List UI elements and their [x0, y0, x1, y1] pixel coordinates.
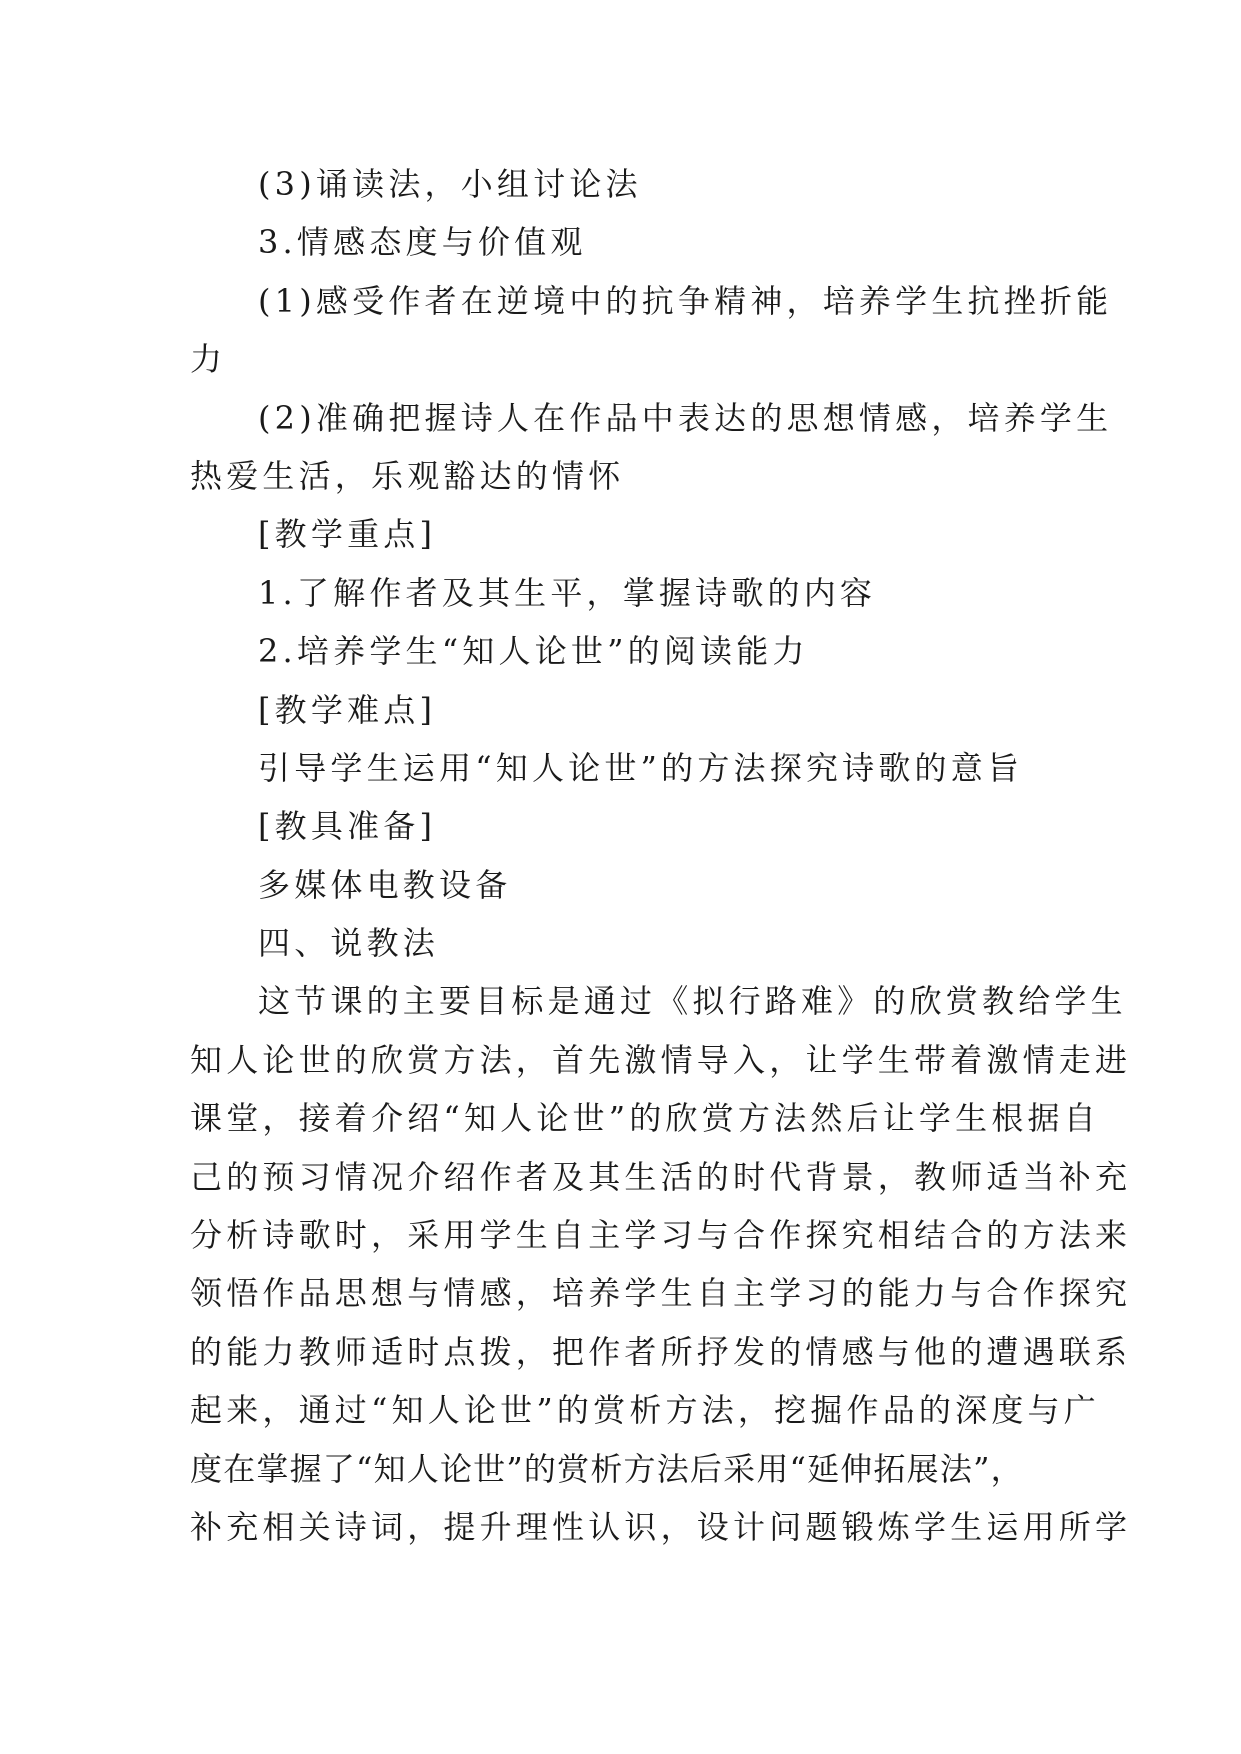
paragraph-line: 度在掌握了“知人论世”的赏析方法后采用“延伸拓展法”， — [190, 1449, 1024, 1488]
text-line: 2.培养学生“知人论世”的阅读能力 — [258, 632, 809, 671]
paragraph-line: 起来，通过“知人论世”的赏析方法，挖掘作品的深度与广 — [190, 1391, 1100, 1430]
paragraph-line: 这节课的主要目标是通过《拟行路难》的欣赏教给学生 — [258, 982, 1127, 1021]
text-line: (3)诵读法，小组讨论法 — [258, 165, 642, 203]
section-heading: 3.情感态度与价值观 — [258, 223, 587, 262]
text-line: (2)准确把握诗人在作品中表达的思想情感，培养学生 — [258, 398, 1113, 437]
text-line: 多媒体电教设备 — [258, 865, 512, 904]
paragraph-line: 领悟作品思想与情感，培养学生自主学习的能力与合作探究 — [190, 1274, 1132, 1313]
section-heading: [教学难点] — [258, 690, 437, 729]
text-line: 热爱生活，乐观豁达的情怀 — [190, 456, 625, 495]
document-body — [190, 155, 1132, 1556]
paragraph-line: 知人论世的欣赏方法，首先激情导入，让学生带着激情走进 — [190, 1040, 1132, 1079]
paragraph-line: 分析诗歌时，采用学生自主学习与合作探究相结合的方法来 — [190, 1216, 1132, 1255]
text-line: (1)感受作者在逆境中的抗争精神，培养学生抗挫折能 — [258, 281, 1113, 320]
paragraph-line: 课堂，接着介绍“知人论世”的欣赏方法然后让学生根据自 — [190, 1099, 1100, 1138]
text-line: 力 — [190, 340, 227, 379]
section-heading: 四、说教法 — [258, 924, 440, 963]
section-heading: [教学重点] — [258, 515, 437, 554]
text-line: 1.了解作者及其生平，掌握诗歌的内容 — [258, 573, 877, 612]
paragraph-line: 己的预习情况介绍作者及其生活的时代背景，教师适当补充 — [190, 1157, 1132, 1196]
paragraph-line: 补充相关诗词，提升理性认识，设计问题锻炼学生运用所学 — [190, 1507, 1132, 1546]
section-heading: [教具准备] — [258, 807, 437, 846]
paragraph-line: 的能力教师适时点拨，把作者所抒发的情感与他的遭遇联系 — [190, 1332, 1132, 1371]
text-line: 引导学生运用“知人论世”的方法探究诗歌的意旨 — [258, 748, 1024, 787]
